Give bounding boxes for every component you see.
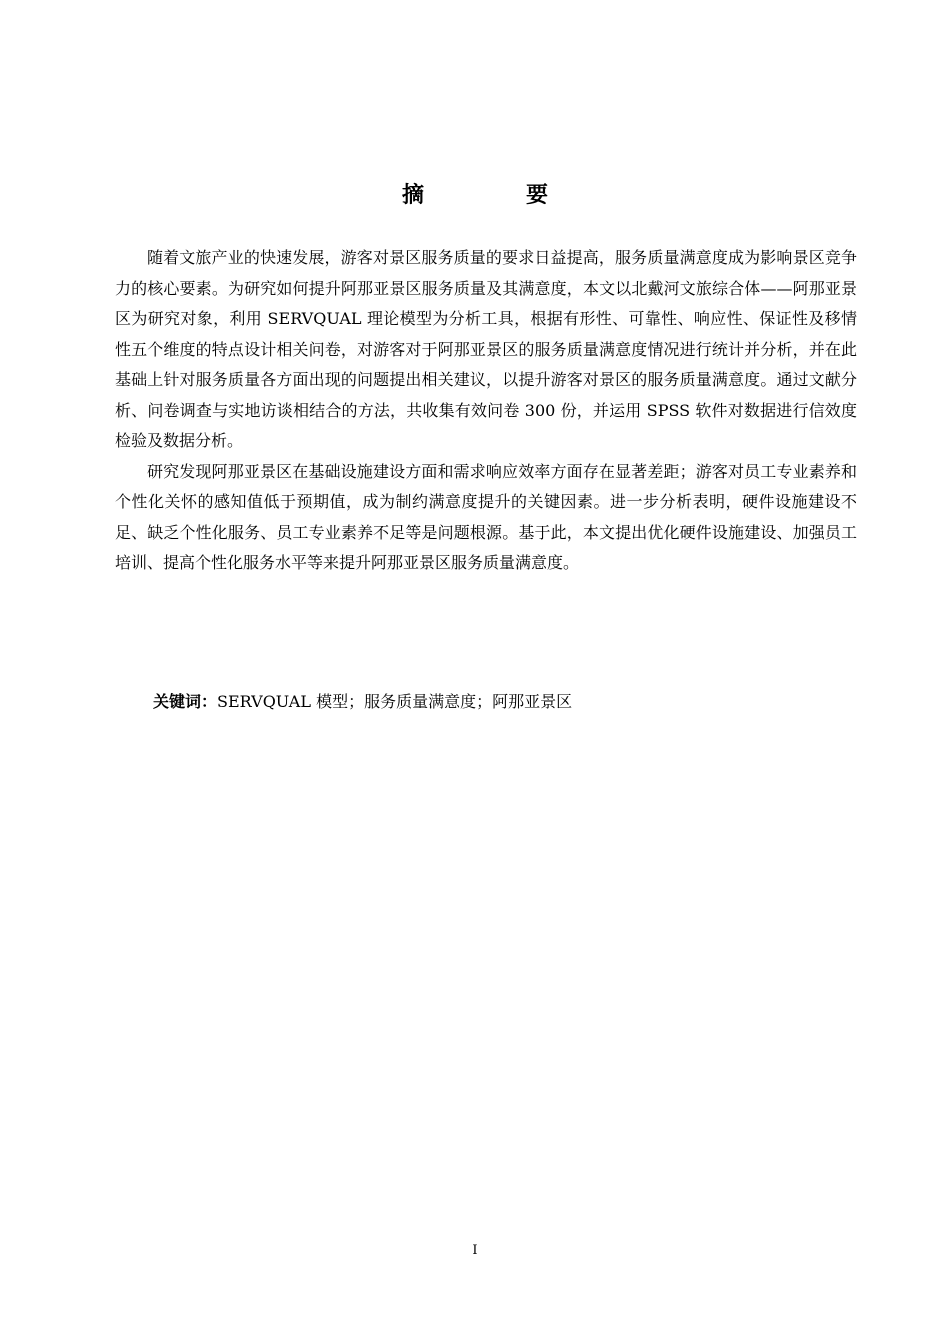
abstract-paragraph-1: 随着文旅产业的快速发展，游客对景区服务质量的要求日益提高，服务质量满意度成为影响景区竞争力的核心要素。为研究如何提升阿那亚景区服务质量及其满意度，本文以北戴河文旅综合体——阿那亚景区为研究对象，利用 SERVQUAL 理论模型为分析工具，根据有形性、可靠性、响应性、保证性及移情性五个维度的特点设计相关问卷，对游客对于阿那亚景区的服务质量满意度情况进行统计并分析，并在此基础上针对服务质量各方面出现的问题提出相关建议，以提升游客对景区的服务质量满意度。通过文献分析、问卷调查与实地访谈相结合的方法，共收集有效问卷 300 份，并运用 SPSS 软件对数据进行信效度检验及数据分析。 xyxy=(115,248,857,450)
page-number: I xyxy=(472,1243,478,1258)
abstract-body xyxy=(115,243,857,579)
keywords-line xyxy=(153,689,572,715)
abstract-paragraph-2: 研究发现阿那亚景区在基础设施建设方面和需求响应效率方面存在显著差距；游客对员工专业素养和个性化关怀的感知值低于预期值，成为制约满意度提升的关键因素。进一步分析表明，硬件设施建设不足、缺乏个性化服务、员工专业素养不足等是问题根源。基于此，本文提出优化硬件设施建设、加强员工培训、提高个性化服务水平等来提升阿那亚景区服务质量满意度。 xyxy=(115,461,857,572)
keywords-text: SERVQUAL 模型；服务质量满意度；阿那亚景区 xyxy=(217,692,573,711)
abstract-title: 摘 要 xyxy=(401,182,588,208)
keywords-label: 关键词： xyxy=(153,692,218,711)
